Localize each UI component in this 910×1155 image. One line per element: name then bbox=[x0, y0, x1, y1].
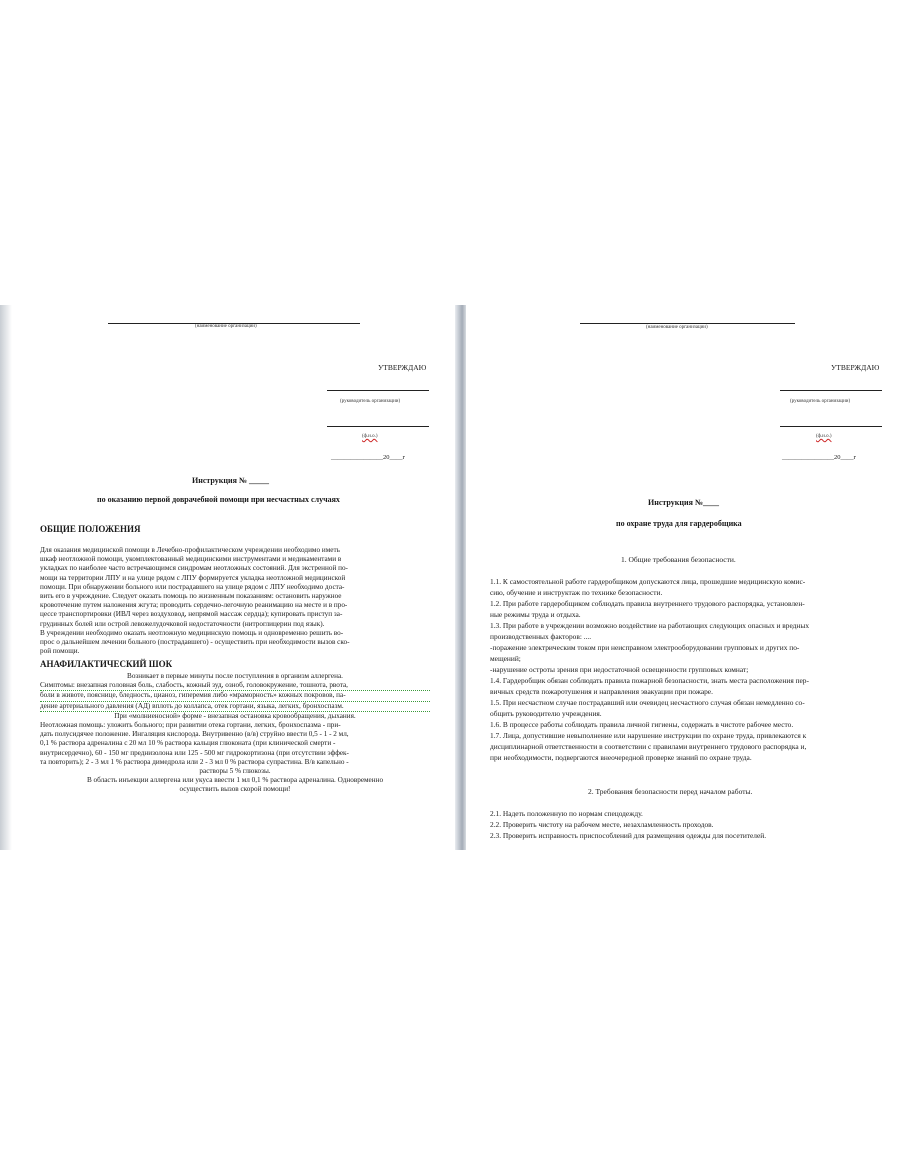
section-1-line: дисциплинарной ответственности в соответствии с правилами внутреннего трудового распорядка и, bbox=[490, 742, 807, 751]
general-line: цессе транспортировки (ИВЛ через воздуховод, непрямой массаж сердца); купировать приступ за- bbox=[40, 610, 343, 619]
section-1-line: 1.6. В процессе работы соблюдать правила личной гигиены, содержать в чистоте рабочее место. bbox=[490, 720, 794, 729]
fio-line bbox=[327, 426, 429, 427]
shock-line: В область инъекции аллергена или укуса ввести 1 мл 0,1 % раствора адреналина. Одновременно bbox=[86, 776, 384, 785]
instruction-title: по охране труда для гардеробщика bbox=[616, 519, 742, 528]
shock-line: Возникает в первые минуты после поступления в организм аллергена. bbox=[127, 672, 343, 680]
section-1-line: мещений; bbox=[490, 654, 521, 663]
section-2-line: 2.3. Проверить исправность приспособлений для размещения одежды для посетителей. bbox=[490, 831, 767, 840]
approve-label: УТВЕРЖДАЮ bbox=[378, 363, 427, 372]
org-name-line bbox=[580, 323, 795, 324]
instruction-title: по оказанию первой доврачебной помощи при несчастных случаях bbox=[97, 495, 340, 504]
section-1-line: 1.3. При работе в учреждении возможно воздействие на работающих следующих опасных и вредных bbox=[490, 621, 810, 630]
general-line: помощи. При обнаружении больного или пострадавшего на улице рядом с ЛПУ необходимо доста- bbox=[40, 582, 345, 591]
section-1-line: 1.7. Лица, допустившие невыполнение или нарушение инструкции по охране труда, привлекаются к bbox=[490, 731, 807, 740]
shock-line: растворы 5 % глюкозы. bbox=[199, 767, 271, 776]
section-shock-heading: АНАФИЛАКТИЧЕСКИЙ ШОК bbox=[40, 659, 173, 669]
shock-line: Неотложная помощь: уложить больного; при развитии отека гортани, легких, бронхоспазма - при- bbox=[40, 721, 341, 730]
general-line: вить его в учреждение. Следует оказать помощь по жизненным показаниям: остановить наружное bbox=[40, 592, 342, 601]
shock-paragraph bbox=[40, 672, 430, 795]
section-1-line: вичных средств пожаротушения и направления эвакуации при пожаре. bbox=[490, 687, 713, 696]
general-line: кровотечение путем наложения жгута; проводить сердечно-легочную реанимацию на месте и в про- bbox=[40, 601, 348, 610]
shock-line: осуществить вызов скорой помощи! bbox=[179, 785, 291, 794]
section-1-line: -нарушение остроты зрения при недостаточной освещенности групповых комнат; bbox=[490, 665, 749, 674]
section-1-body bbox=[490, 576, 882, 763]
left-document-page bbox=[0, 305, 455, 850]
section-1-line: ные режимы труда и отдыха. bbox=[490, 610, 581, 619]
date-line: ________________20____г bbox=[782, 454, 857, 461]
section-1-line: 1.1. К самостоятельной работе гардеробщиком допускаются лица, прошедшие медицинскую комис- bbox=[490, 577, 806, 586]
section-1-line: 1.5. При несчастном случае пострадавший или очевидец несчастного случая обязан немедленно со- bbox=[490, 698, 805, 707]
shock-line: боли в животе, поясницe, бледность, цианоз, гиперемия либо «мраморность» кожных покровов, па- bbox=[40, 691, 430, 701]
date-line: ________________20____г bbox=[331, 454, 406, 461]
section-1-line: при необходимости, подвергаются внеочередной проверке знаний по охране труда. bbox=[490, 753, 752, 762]
section-1-line: -поражение электрическим током при неисправном электрооборудовании групповых и других по- bbox=[490, 643, 800, 652]
shock-line: дение артериального давления (АД) вплоть до коллапса, отек гортани, языка, легких, бронхоспазм. bbox=[40, 702, 430, 712]
general-line: грудинных болей или острой левожелудочковой недостаточности (нитроглицерин под язык). bbox=[40, 619, 325, 628]
org-caption: (наименование организации) bbox=[195, 324, 257, 329]
shock-line: дать полусидячее положение. Ингаляция кислорода. Внутривенно (в/в) струйно ввести 0,5 - 1 - 2 мл, bbox=[40, 730, 349, 739]
section-general-heading: ОБЩИЕ ПОЛОЖЕНИЯ bbox=[40, 524, 141, 534]
right-document-page bbox=[466, 305, 910, 850]
shock-line: При «молниеносной» форме - внезапная остановка кровообращения, дыхания. bbox=[114, 711, 356, 720]
general-line: прос о дальнейшем лечении больного (пострадавшего) - осуществить при необходимости вызов ско- bbox=[40, 638, 350, 647]
section-2-line: 2.2. Проверить чистоту на рабочем месте, незахламленность проходов. bbox=[490, 820, 714, 829]
fio-line bbox=[780, 426, 882, 427]
fio-caption: (ф.и.о.) bbox=[816, 434, 832, 439]
section-1-line: 1.4. Гардеробщик обязан соблюдать правила пожарной безопасности, знать места расположения пер- bbox=[490, 676, 809, 685]
section-1-line: 1.2. При работе гардеробщиком соблюдать правила внутреннего трудового распорядка, установлен- bbox=[490, 599, 805, 608]
general-line: шкаф неотложной помощи, укомплектованный медицинскими инструментами и медикаментами в bbox=[40, 555, 342, 564]
shock-line: внутрисердечно), 60 - 150 мг преднизолона или 125 - 500 мг гидрокортизона (при отсутствии эффек- bbox=[40, 748, 349, 757]
shock-line: 0,1 % раствора адреналина с 20 мл 10 % раствора кальция глюконата (при клинической смерти - bbox=[40, 739, 336, 748]
section-2-heading: 2. Требования безопасности перед началом работы. bbox=[588, 787, 753, 796]
fio-caption: (ф.и.о.) bbox=[362, 434, 378, 439]
approve-label: УТВЕРЖДАЮ bbox=[831, 363, 880, 372]
director-line bbox=[327, 390, 429, 391]
general-line: рой помощи. bbox=[40, 647, 80, 656]
section-1-line: общить руководителю учреждения. bbox=[490, 709, 602, 718]
section-1-line: сию, обучение и инструктаж по технике безопасности. bbox=[490, 588, 663, 597]
instruction-number: Инструкция № _____ bbox=[192, 476, 269, 485]
general-line: В учреждении необходимо оказать неотложную медицинскую помощь и одновременно решить во- bbox=[40, 628, 344, 637]
director-caption: (руководитель организации) bbox=[340, 399, 401, 404]
director-line bbox=[780, 390, 882, 391]
instruction-number: Инструкция №____ bbox=[648, 498, 719, 507]
general-paragraph bbox=[40, 546, 430, 656]
org-caption: (наименование организации) bbox=[646, 325, 708, 330]
general-line: Для оказания медицинской помощи в Лечебно-профилактическом учреждении необходимо иметь bbox=[40, 546, 340, 554]
section-2-body bbox=[490, 808, 882, 841]
general-line: мощи на территории ЛПУ и на улице рядом с ЛПУ формируется укладка неотложной медицинской bbox=[40, 573, 346, 582]
section-1-heading: 1. Общие требования безопасности. bbox=[621, 555, 736, 564]
director-caption: (руководитель организации) bbox=[790, 399, 851, 404]
page-edge-shadow bbox=[0, 305, 12, 850]
page-gutter bbox=[455, 305, 466, 850]
shock-line: та повторить); 2 - 3 мл 1 % раствора димедрола или 2 - 3 мл 0 % раствора супрастина. В/в капельно - bbox=[40, 757, 349, 766]
shock-line: Симптомы: внезапная головная боль, слабость, кожный зуд, озноб, головокружение, тошнота, рвота, bbox=[40, 681, 430, 691]
section-2-line: 2.1. Надеть положенную по нормам спецодежду. bbox=[490, 809, 643, 818]
general-line: укладках по наиболее часто встречающимся синдромам неотложных состояний. Для экстренной по- bbox=[40, 564, 348, 573]
section-1-line: производственных факторов: .... bbox=[490, 632, 592, 641]
